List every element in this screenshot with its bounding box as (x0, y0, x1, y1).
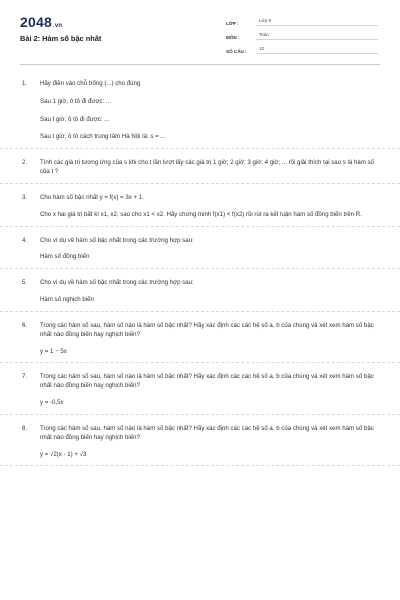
question-number: 4. (22, 236, 28, 244)
question-text: Cho hàm số bậc nhất y = f(x) = 3x + 1. (40, 193, 144, 201)
meta-value-class: Lớp 9 (256, 18, 378, 26)
meta-value-subject: Toán (256, 32, 378, 40)
question-4 (0, 227, 400, 270)
question-8 (0, 415, 400, 466)
question-line: Hàm số nghịch biến (40, 296, 94, 304)
question-line: Cho x hai giá trị bất kì x1, x2, sao cho x1 < x2. Hãy chứng minh f(x1) < f(x2) rồi rút ra kết luận hàm số đồng biến trên R. (40, 210, 362, 218)
meta-label-class: LỚP : (226, 21, 239, 26)
meta-label-subject: MÔN : (226, 35, 240, 40)
question-text: Cho ví dụ về hàm số bậc nhất trong các trường hợp sau: (40, 279, 194, 287)
question-line: Sau t giờ, ô tô cách trung tâm Hà Nội là: s = ... (40, 133, 166, 141)
meta-label-count: SỐ CÂU : (226, 49, 247, 54)
question-line: y = -0,5x (40, 399, 64, 407)
question-line: Sau t giờ, ô tô đi được: ... (40, 115, 110, 123)
question-number: 3. (22, 193, 28, 201)
question-number: 5. (22, 279, 28, 287)
question-number: 2. (22, 159, 28, 167)
lesson-title: Bài 2: Hàm số bậc nhất (20, 34, 102, 43)
meta-row-subject (226, 28, 378, 40)
question-text: Cho ví dụ về hàm số bậc nhất trong các trường hợp sau: (40, 236, 194, 244)
question-line: Hàm số đồng biến (40, 253, 90, 261)
question-text: Trong các hàm số sau, hàm số nào là hàm số bậc nhất? Hãy xác định các các hệ số a, b của chúng và xét xem hàm số bậc nhất nào đồng biến hay nghịch biến? (40, 321, 374, 338)
worksheet-meta (226, 14, 378, 56)
question-text: Trong các hàm số sau, hàm số nào là hàm số bậc nhất? Hãy xác định các các hệ số a, b của chúng và xét xem hàm số bậc nhất nào đồng biến hay nghịch biến? (40, 424, 374, 441)
logo-text: 2048 (20, 14, 52, 30)
logo-suffix: .vn (52, 23, 63, 29)
question-text: Hãy điền vào chỗ trống (...) cho đúng (40, 80, 141, 87)
question-list (0, 70, 400, 466)
question-7 (0, 363, 400, 414)
meta-row-count (226, 42, 378, 54)
worksheet-header (0, 0, 400, 62)
question-number: 1. (22, 80, 28, 87)
question-text: Tính các giá trị tương ứng của s khi cho t lần lượt lấy các giá trị 1 giờ; 2 giờ; 3 giờ; 4 giờ; ... rồi giải thích tại sao s là hàm số của t ? (40, 159, 374, 176)
question-1 (0, 70, 400, 149)
question-line: y = 1 − 5x (40, 347, 67, 355)
question-5 (0, 269, 400, 312)
question-3 (0, 184, 400, 227)
question-number: 6. (22, 321, 28, 329)
question-2 (0, 149, 400, 184)
question-line: Sau 1 giờ, ô tô đi được: ... (40, 97, 112, 105)
meta-value-count: 12 (256, 46, 378, 54)
site-logo[interactable] (20, 14, 62, 30)
question-6 (0, 312, 400, 363)
question-line: y = √2(x - 1) + √3 (40, 450, 87, 458)
question-text: Trong các hàm số sau, hàm số nào là hàm số bậc nhất? Hãy xác định các các hệ số a, b của chúng và xét xem hàm số bậc nhất nào đồng biến hay nghịch biến? (40, 373, 374, 390)
header-divider (20, 64, 380, 65)
question-number: 8. (22, 424, 28, 432)
question-number: 7. (22, 373, 28, 381)
meta-row-class (226, 14, 378, 26)
